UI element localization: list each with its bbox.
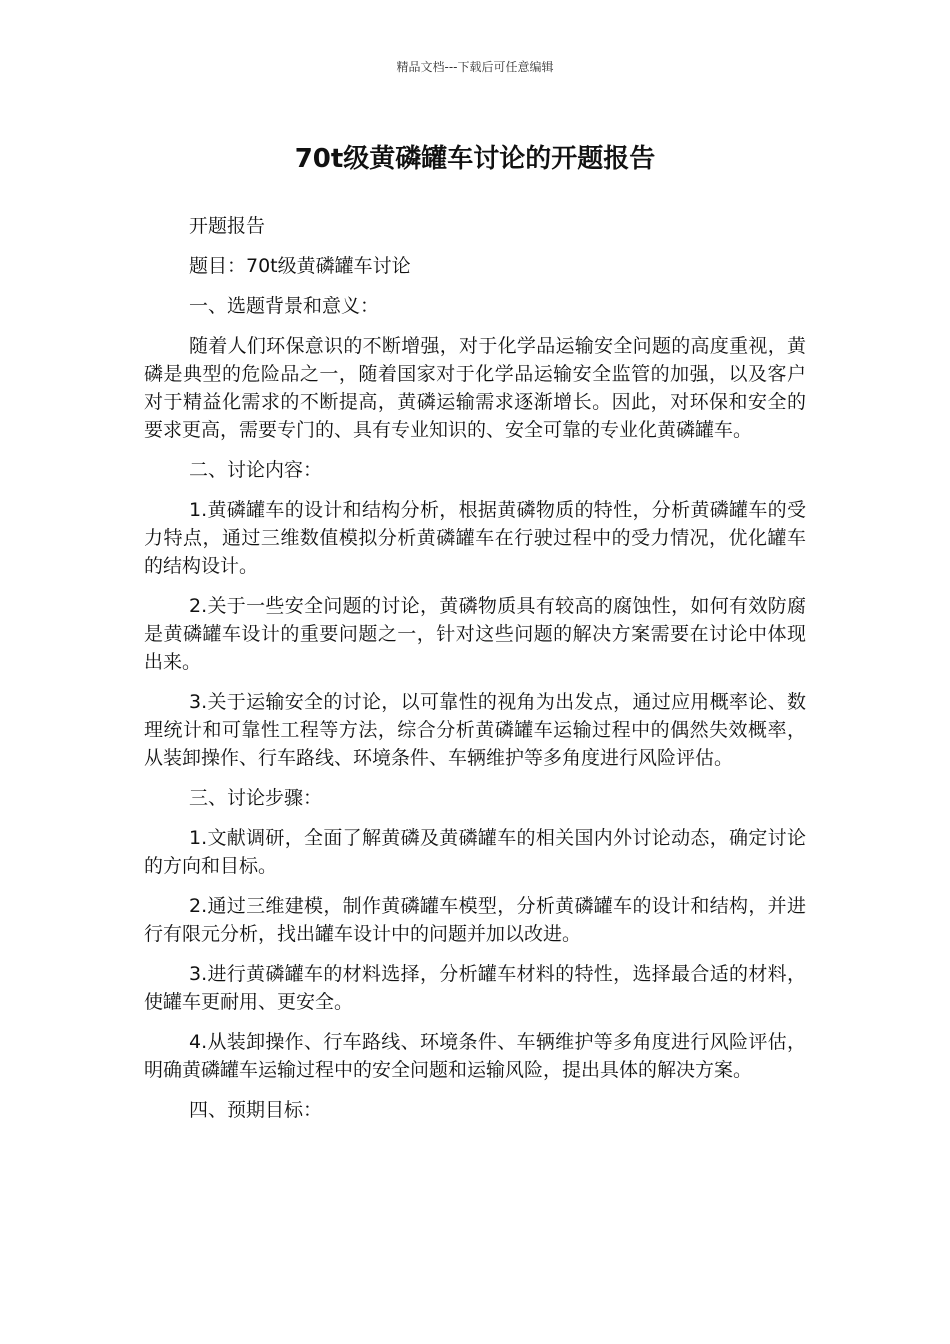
document-body: [144, 212, 806, 1136]
section-heading-goals: 四、预期目标：: [189, 1099, 323, 1121]
paragraph-report-label: 开题报告: [189, 215, 266, 237]
paragraph-step-1: 1.文献调研，全面了解黄磷及黄磷罐车的相关国内外讨论动态，确定讨论的方向和目标。: [144, 827, 806, 877]
paragraph-step-4: 4.从装卸操作、行车路线、环境条件、车辆维护等多角度进行风险评估，明确黄磷罐车运输过程中的安全问题和运输风险，提出具体的解决方案。: [144, 1031, 806, 1081]
paragraph-topic: 题目：70t级黄磷罐车讨论: [189, 255, 411, 277]
paragraph-content-item-1: 1.黄磷罐车的设计和结构分析，根据黄磷物质的特性，分析黄磷罐车的受力特点，通过三维数值模拟分析黄磷罐车在行驶过程中的受力情况，优化罐车的结构设计。: [144, 499, 806, 577]
paragraph-step-3: 3.进行黄磷罐车的材料选择，分析罐车材料的特性，选择最合适的材料，使罐车更耐用、更安全。: [144, 963, 806, 1013]
document-title: 70t级黄磷罐车讨论的开题报告: [294, 144, 656, 174]
page-header-note: 精品文档---下载后可任意编辑: [396, 60, 554, 74]
section-heading-steps: 三、讨论步骤：: [189, 787, 323, 809]
paragraph-content-item-3: 3.关于运输安全的讨论，以可靠性的视角为出发点，通过应用概率论、数理统计和可靠性工程等方法，综合分析黄磷罐车运输过程中的偶然失效概率，从装卸操作、行车路线、环境条件、车辆维护等多角度进行风险评估。: [144, 691, 806, 769]
paragraph-background: 随着人们环保意识的不断增强，对于化学品运输安全问题的高度重视，黄磷是典型的危险品之一，随着国家对于化学品运输安全监管的加强，以及客户对于精益化需求的不断提高，黄磷运输需求逐渐增长。因此，对环保和安全的要求更高，需要专门的、具有专业知识的、安全可靠的专业化黄磷罐车。: [144, 335, 806, 441]
paragraph-content-item-2: 2.关于一些安全问题的讨论，黄磷物质具有较高的腐蚀性，如何有效防腐是黄磷罐车设计的重要问题之一，针对这些问题的解决方案需要在讨论中体现出来。: [144, 595, 806, 673]
paragraph-step-2: 2.通过三维建模，制作黄磷罐车模型，分析黄磷罐车的设计和结构，并进行有限元分析，找出罐车设计中的问题并加以改进。: [144, 895, 806, 945]
section-heading-background: 一、选题背景和意义：: [189, 295, 380, 317]
section-heading-content: 二、讨论内容：: [189, 459, 323, 481]
